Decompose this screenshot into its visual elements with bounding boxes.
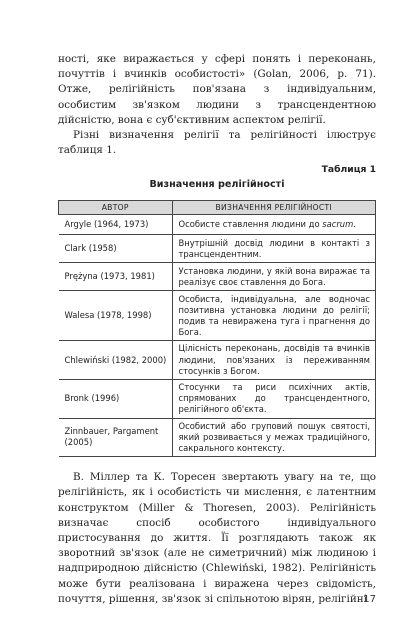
author-cell: Zinnbauer, Pargament (2005) [59,418,173,457]
paragraph-intro: ності, яке виражається у сфері понять і переконань, почуттів і вчинків особистості» (Golan, 2006, p. 71). Отже, релігійність пов'язана з індивідуальним, особистим зв'язком людини з трансцендентною дійсністю, вона є суб'єктивним аспектом релігії. [58,53,376,126]
header-definition: ВИЗНАЧЕННЯ РЕЛІГІЙНОСТІ [172,201,376,215]
definition-cell: Стосунки та риси психічних актів, спрямованих до трансцендентного, релігійного об'єкта. [172,380,376,419]
page-number: 17 [363,594,376,605]
definition-cell: Цілісність переконань, досвідів та вчинків людини, пов'язаних із переживанням стосунків з Богом. [172,341,376,380]
table-row [59,235,376,263]
table-row [59,263,376,291]
religiosity-definitions-table [58,200,376,457]
table-row [59,341,376,380]
definition-cell: Особиста, індивідуальна, але водночас позитивна установка людини до релігії; подив та невиражена туга і прагнення до Бога. [172,291,376,341]
author-cell: Chlewiński (1982, 2000) [59,341,173,380]
table-title: Визначення релігійності [149,179,285,191]
definition-cell: Установка людини, у якій вона виражає та реалізує своє ставлення до Бога. [172,263,376,291]
table-number: Таблиця 1 [321,164,376,176]
table-row [59,380,376,419]
table-row [59,418,376,457]
definition-cell: Внутрішній досвід людини в контакті з трансцендентним. [172,235,376,263]
definition-cell: Особисте ставлення людини до sacrum. [172,215,376,235]
table-row [59,215,376,235]
page-content [58,52,376,607]
author-cell: Prężyna (1973, 1981) [59,263,173,291]
header-author: АВТОР [59,201,173,215]
author-cell: Walesa (1978, 1998) [59,291,173,341]
author-cell: Bronk (1996) [59,380,173,419]
author-cell: Argyle (1964, 1973) [59,215,173,235]
table-row [59,291,376,341]
paragraph-miller-thoresen: В. Міллер та К. Торесен звертають увагу на те, що релігійність, як і особистість чи мислення, є латентним конструктом (Miller & Thoresen, 2003). Релігійність визначає спосіб особистого індивідуального пристосування до життя. Її розглядають також як зворотний зв'язок (але не симетричний) між людиною і надприродною дійсністю (Chlewiński, 1982). Релігійність може бути реалізована і виражена через свідомість, почуття, рішення, зв'язок зі спільнотою вірян, релігійні [58,471,376,605]
table-header-row [59,201,376,215]
paragraph-table-reference: Різні визначення релігії та релігійності ілюструє таблиця 1. [58,129,376,157]
definition-cell: Особистий або груповий пошук святості, який розвивається у межах традиційного, сакрального контексту. [172,418,376,457]
author-cell: Clark (1958) [59,235,173,263]
